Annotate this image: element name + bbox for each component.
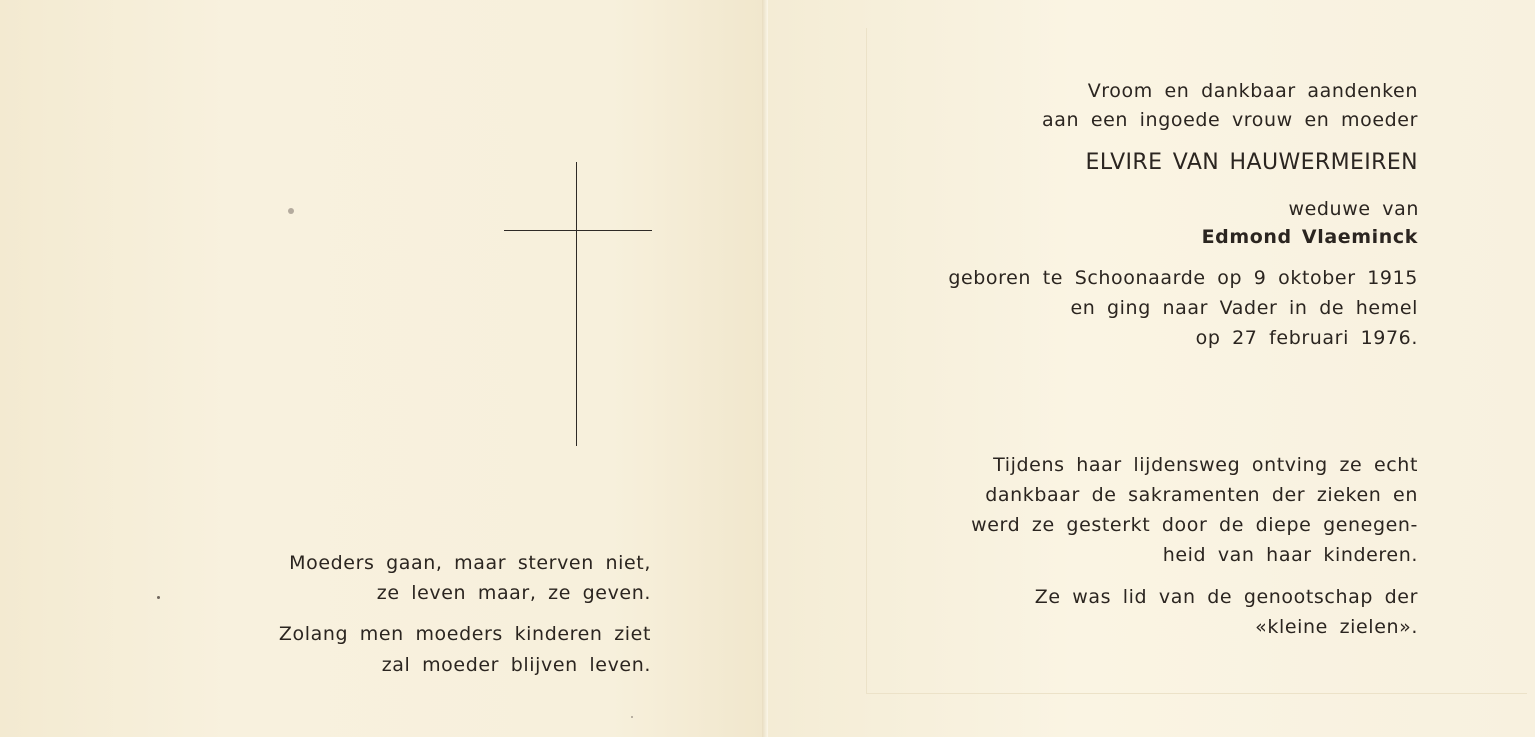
intro-line: Vroom en dankbaar aandenken <box>1087 80 1418 102</box>
poem-line: Zolang men moeders kinderen ziet <box>278 623 651 645</box>
paragraph-line: «kleine zielen». <box>1255 616 1418 638</box>
paragraph-line: werd ze gesterkt door de diepe genegen- <box>971 514 1418 536</box>
paper-speck <box>631 716 633 718</box>
card-fold <box>762 0 768 737</box>
cross-vertical-bar <box>576 162 577 446</box>
widow-label: weduwe van <box>1288 198 1419 220</box>
intro-line: aan een ingoede vrouw en moeder <box>1042 109 1418 131</box>
date-line: geboren te Schoonaarde op 9 oktober 1915 <box>948 267 1418 289</box>
paragraph-line: Tijdens haar lijdensweg ontving ze echt <box>993 454 1418 476</box>
paper-speck <box>157 596 160 599</box>
paragraph-line: heid van haar kinderen. <box>1162 544 1418 566</box>
poem-line: Moeders gaan, maar sterven niet, <box>289 552 651 574</box>
spouse-name: Edmond Vlaeminck <box>1201 226 1418 248</box>
deceased-name: ELVIRE VAN HAUWERMEIREN <box>1085 150 1418 175</box>
date-line: en ging naar Vader in de hemel <box>1070 297 1418 319</box>
date-line: op 27 februari 1976. <box>1195 327 1418 349</box>
paragraph-line: dankbaar de sakramenten der zieken en <box>985 484 1418 506</box>
paragraph-line: Ze was lid van de genootschap der <box>1034 586 1418 608</box>
poem-line: zal moeder blijven leven. <box>381 654 651 676</box>
poem-line: ze leven maar, ze geven. <box>376 582 651 604</box>
cross-horizontal-bar <box>504 230 652 231</box>
paper-speck <box>288 208 294 214</box>
